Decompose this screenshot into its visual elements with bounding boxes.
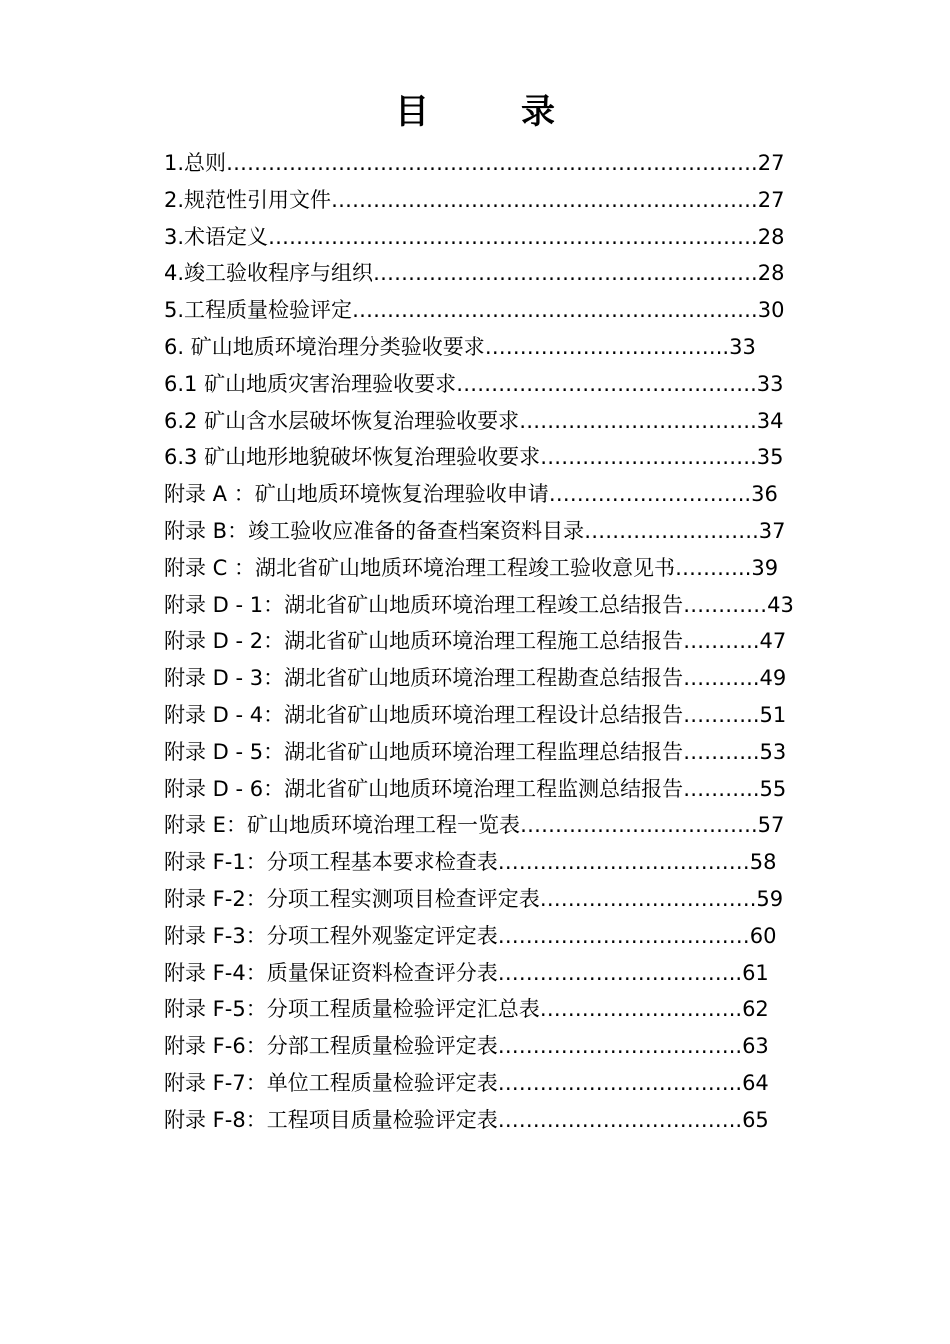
toc-entry[interactable] <box>164 255 834 292</box>
toc-entry[interactable] <box>164 366 834 403</box>
toc-entry[interactable] <box>164 844 834 881</box>
toc-entry-line <box>164 292 784 329</box>
toc-entry-label: 附录 F-8：工程项目质量检验评定表 <box>164 1107 498 1132</box>
toc-entry-line <box>164 881 783 918</box>
toc-entry-line <box>164 955 769 992</box>
toc-entry-line <box>164 1028 769 1065</box>
page-title-char-1: 目 <box>395 92 429 132</box>
toc-entry-line <box>164 513 786 550</box>
toc-entry-leader: …………………………. <box>540 445 757 470</box>
toc-entry-line <box>164 660 786 697</box>
toc-entry-label: 附录 E：矿山地质环境治理工程一览表 <box>164 813 520 838</box>
toc-entry-page-number: 61 <box>742 960 769 985</box>
toc-entry-page-number: 62 <box>742 997 769 1022</box>
toc-entry-page-number: 65 <box>742 1107 769 1132</box>
toc-entry-label: 附录 F-1：分项工程基本要求检查表 <box>164 850 498 875</box>
toc-entry-line <box>164 145 784 182</box>
toc-entry-leader: …………………………. <box>539 886 757 911</box>
toc-entry-leader: …………………………….. <box>484 334 730 359</box>
toc-entry[interactable] <box>164 439 834 476</box>
toc-entry[interactable] <box>164 476 834 513</box>
toc-entry-leader: ……………………………… <box>497 850 750 875</box>
toc-entry-label: 附录 F-3：分项工程外观鉴定评定表 <box>164 923 498 948</box>
toc-entry-leader: ……….. <box>683 776 760 801</box>
toc-entry-leader: …………………………….. <box>497 960 743 985</box>
toc-entry-page-number: 55 <box>759 776 787 801</box>
toc-entry-leader: ……………………………. <box>519 813 758 838</box>
toc-entry-page-number: 33 <box>729 334 756 359</box>
toc-entry-line <box>164 219 784 256</box>
toc-entry-leader: ……………………………………. <box>456 371 757 396</box>
toc-entry-line <box>164 991 769 1028</box>
toc-entry-page-number: 47 <box>759 629 787 654</box>
toc-entry-label: 附录 D - 1：湖北省矿山地质环境治理工程竣工总结报告 <box>164 592 684 617</box>
toc-entry-page-number: 60 <box>749 923 777 948</box>
toc-entry-leader: ……………………………… <box>497 923 750 948</box>
toc-entry-line <box>164 587 794 624</box>
toc-entry-page-number: 39 <box>751 555 779 580</box>
toc-entry-label: 6. 矿山地质环境治理分类验收要求 <box>164 334 485 359</box>
toc-entry[interactable] <box>164 807 834 844</box>
toc-entry-line <box>164 439 784 476</box>
toc-entry-line <box>164 918 776 955</box>
toc-entry[interactable] <box>164 403 834 440</box>
toc-entry-line <box>164 366 784 403</box>
toc-entry[interactable] <box>164 1065 834 1102</box>
toc-entry-line <box>164 329 756 366</box>
toc-entry-page-number: 63 <box>742 1034 769 1059</box>
toc-entry[interactable] <box>164 623 834 660</box>
toc-entry-line <box>164 697 786 734</box>
toc-entry-page-number: 37 <box>758 518 786 543</box>
toc-entry[interactable] <box>164 587 834 624</box>
toc-entry[interactable] <box>164 292 834 329</box>
toc-entry-page-number: 27 <box>757 187 785 212</box>
toc-entry-label: 附录 F-2：分项工程实测项目检查评定表 <box>164 886 540 911</box>
toc-entry[interactable] <box>164 918 834 955</box>
toc-entry-page-number: 35 <box>756 445 784 470</box>
toc-entry-page-number: 33 <box>756 371 784 396</box>
toc-entry-label: 附录 F-6：分部工程质量检验评定表 <box>164 1034 498 1059</box>
toc-entry-leader: ……………………………………………………………. <box>268 224 758 249</box>
toc-entry-label: 附录 F-5：分项工程质量检验评定汇总表 <box>164 997 540 1022</box>
toc-entry-line <box>164 623 786 660</box>
toc-entry-label: 附录 D - 6：湖北省矿山地质环境治理工程监测总结报告 <box>164 776 684 801</box>
toc-entry-page-number: 49 <box>759 666 787 691</box>
toc-entry-page-number: 59 <box>756 886 784 911</box>
toc-entry[interactable] <box>164 991 834 1028</box>
toc-entry-label: 6.1 矿山地质灾害治理验收要求 <box>164 371 457 396</box>
toc-entry[interactable] <box>164 1102 834 1139</box>
toc-entry-leader: ………… <box>683 592 768 617</box>
toc-entry[interactable] <box>164 550 834 587</box>
toc-entry-leader: ……….. <box>675 555 752 580</box>
toc-entry-line <box>164 403 784 440</box>
toc-entry-label: 5.工程质量检验评定 <box>164 298 353 323</box>
toc-entry[interactable] <box>164 955 834 992</box>
toc-entry-line <box>164 550 778 587</box>
toc-entry-line <box>164 1065 769 1102</box>
toc-entry[interactable] <box>164 660 834 697</box>
toc-entry-page-number: 28 <box>757 261 785 286</box>
toc-entry[interactable] <box>164 182 834 219</box>
toc-entry-line <box>164 1102 769 1139</box>
toc-entry-label: 4.竣工验收程序与组织 <box>164 261 374 286</box>
toc-entry-line <box>164 476 778 513</box>
toc-entry-label: 附录 D - 2：湖北省矿山地质环境治理工程施工总结报告 <box>164 629 684 654</box>
toc-entry[interactable] <box>164 513 834 550</box>
toc-entry-leader: ……….. <box>683 739 760 764</box>
toc-entry[interactable] <box>164 219 834 256</box>
toc-entry-page-number: 51 <box>759 702 787 727</box>
toc-entry[interactable] <box>164 771 834 808</box>
toc-entry-label: 附录 F-7：单位工程质量检验评定表 <box>164 1070 498 1095</box>
toc-entry-line <box>164 182 784 219</box>
toc-entry[interactable] <box>164 881 834 918</box>
toc-entry-label: 2.规范性引用文件 <box>164 187 332 212</box>
toc-entry[interactable] <box>164 145 834 182</box>
toc-entry-label: 附录 D - 4：湖北省矿山地质环境治理工程设计总结报告 <box>164 702 684 727</box>
toc-entry-leader: ……….. <box>683 666 760 691</box>
toc-entry-page-number: 53 <box>759 739 787 764</box>
toc-entry-leader: …………………………….. <box>497 1034 743 1059</box>
toc-entry-leader: …………………………………………………………………. <box>226 151 758 175</box>
toc-entry-label: 附录 F-4：质量保证资料检查评分表 <box>164 960 498 985</box>
table-of-contents <box>164 145 834 1139</box>
page-title <box>0 88 950 136</box>
toc-entry-line <box>164 844 776 881</box>
toc-entry-page-number: 30 <box>757 298 785 323</box>
toc-entry-leader: …………………………………………………. <box>352 298 758 323</box>
toc-entry-page-number: 36 <box>751 482 778 507</box>
toc-entry-page-number: 58 <box>749 850 777 875</box>
toc-entry-page-number: 27 <box>757 151 785 175</box>
toc-entry-label: 附录 D - 5：湖北省矿山地质环境治理工程监理总结报告 <box>164 739 684 764</box>
toc-entry-leader: ……………………………………………………. <box>331 187 758 212</box>
page-title-char-2: 录 <box>521 92 555 132</box>
toc-entry-page-number: 34 <box>756 408 784 433</box>
toc-entry[interactable] <box>164 1028 834 1065</box>
toc-entry-label: 6.2 矿山含水层破坏恢复治理验收要求 <box>164 408 520 433</box>
toc-entry-leader: ……….. <box>683 629 760 654</box>
toc-entry-leader: ……………………….. <box>539 997 743 1022</box>
toc-entry-page-number: 64 <box>742 1070 769 1095</box>
toc-entry-label: 附录 C ：湖北省矿山地质环境治理工程竣工验收意见书 <box>164 555 676 580</box>
toc-entry[interactable] <box>164 329 834 366</box>
toc-entry-label: 3.术语定义 <box>164 224 269 249</box>
toc-entry-leader: ……………………………. <box>519 408 757 433</box>
toc-entry-label: 附录 D - 3：湖北省矿山地质环境治理工程勘查总结报告 <box>164 666 684 691</box>
toc-entry[interactable] <box>164 697 834 734</box>
toc-entry-leader: …………………………….. <box>497 1070 743 1095</box>
toc-entry-label: 6.3 矿山地形地貌破坏恢复治理验收要求 <box>164 445 541 470</box>
toc-entry-page-number: 57 <box>757 813 785 838</box>
toc-entry-line <box>164 255 784 292</box>
toc-entry-leader: ……………………. <box>584 518 759 543</box>
toc-entry-leader: …………………………….. <box>497 1107 743 1132</box>
toc-entry-label: 附录 A ：矿山地质环境恢复治理验收申请 <box>164 482 549 507</box>
toc-entry-leader: ……….. <box>683 702 760 727</box>
toc-entry-line <box>164 807 784 844</box>
toc-entry[interactable] <box>164 734 834 771</box>
toc-entry-label: 附录 B：竣工验收应准备的备查档案资料目录 <box>164 518 585 543</box>
toc-entry-label: 1.总则 <box>164 151 227 175</box>
toc-entry-line <box>164 771 786 808</box>
toc-entry-page-number: 43 <box>767 592 794 617</box>
toc-entry-page-number: 28 <box>757 224 785 249</box>
toc-entry-leader: ………………………………………………. <box>373 261 758 286</box>
toc-entry-leader: ……………………….. <box>548 482 752 507</box>
toc-entry-line <box>164 734 786 771</box>
